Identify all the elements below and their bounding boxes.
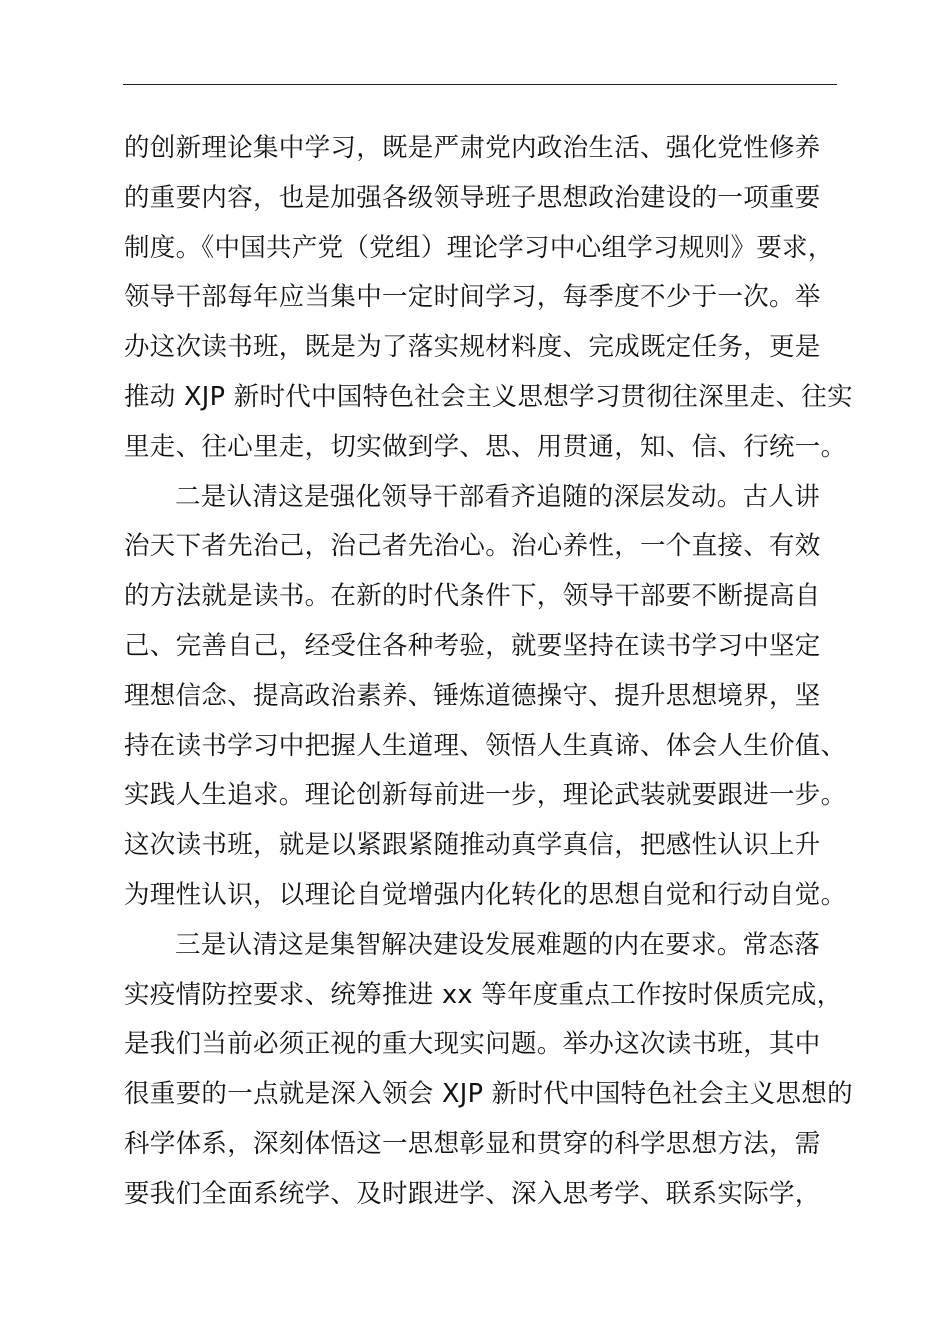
- text-line: 理想信念、提高政治素养、锤炼道德操守、提升思想境界，坚: [124, 680, 821, 711]
- text-line: 里走、往心里走，切实做到学、思、用贯通，知、信、行统一。: [124, 431, 847, 462]
- text-line: 要我们全面系统学、及时跟进学、深入思考学、联系实际学，: [124, 1178, 821, 1209]
- paragraph-first-line: 二是认清这是强化领导干部看齐追随的深层发动。古人讲: [175, 481, 821, 512]
- document-body: [124, 124, 864, 1220]
- text-line: 科学体系，深刻体悟这一思想彰显和贯穿的科学思想方法，需: [124, 1128, 821, 1159]
- text-line: 为理性认识，以理论自觉增强内化转化的思想自觉和行动自觉。: [124, 879, 847, 910]
- text-line: 推动 XJP 新时代中国特色社会主义思想学习贯彻往深里走、往实: [124, 381, 853, 412]
- text-line: 己、完善自己，经受住各种考验，就要坚持在读书学习中坚定: [124, 630, 821, 661]
- text-line: 实践人生追求。理论创新每前进一步，理论武装就要跟进一步。: [124, 780, 847, 811]
- text-line: 治天下者先治己，治己者先治心。治心养性，一个直接、有效: [124, 531, 821, 562]
- text-line: 的方法就是读书。在新的时代条件下，领导干部要不断提高自: [124, 581, 821, 612]
- text-line: 的重要内容，也是加强各级领导班子思想政治建设的一项重要: [124, 182, 821, 213]
- text-line: 很重要的一点就是深入领会 XJP 新时代中国特色社会主义思想的: [124, 1079, 853, 1110]
- paragraph-first-line: 三是认清这是集智解决建设发展难题的内在要求。常态落: [175, 929, 821, 960]
- header-rule: [123, 84, 837, 85]
- text-line: 的创新理论集中学习，既是严肃党内政治生活、强化党性修养: [124, 133, 821, 163]
- text-line: 办这次读书班，既是为了落实规材料度、完成既定任务，更是: [124, 332, 821, 363]
- text-line: 领导干部每年应当集中一定时间学习，每季度不少于一次。举: [124, 282, 821, 313]
- text-line: 持在读书学习中把握人生道理、领悟人生真谛、体会人生价值、: [124, 730, 847, 761]
- text-line: 实疫情防控要求、统筹推进 xx 等年度重点工作按时保质完成，: [124, 979, 843, 1010]
- text-line: 是我们当前必须正视的重大现实问题。举办这次读书班，其中: [124, 1029, 821, 1060]
- text-line: 这次读书班，就是以紧跟紧随推动真学真信，把感性认识上升: [124, 830, 821, 861]
- text-line: 制度。《中国共产党（党组）理论学习中心组学习规则》要求，: [124, 232, 834, 263]
